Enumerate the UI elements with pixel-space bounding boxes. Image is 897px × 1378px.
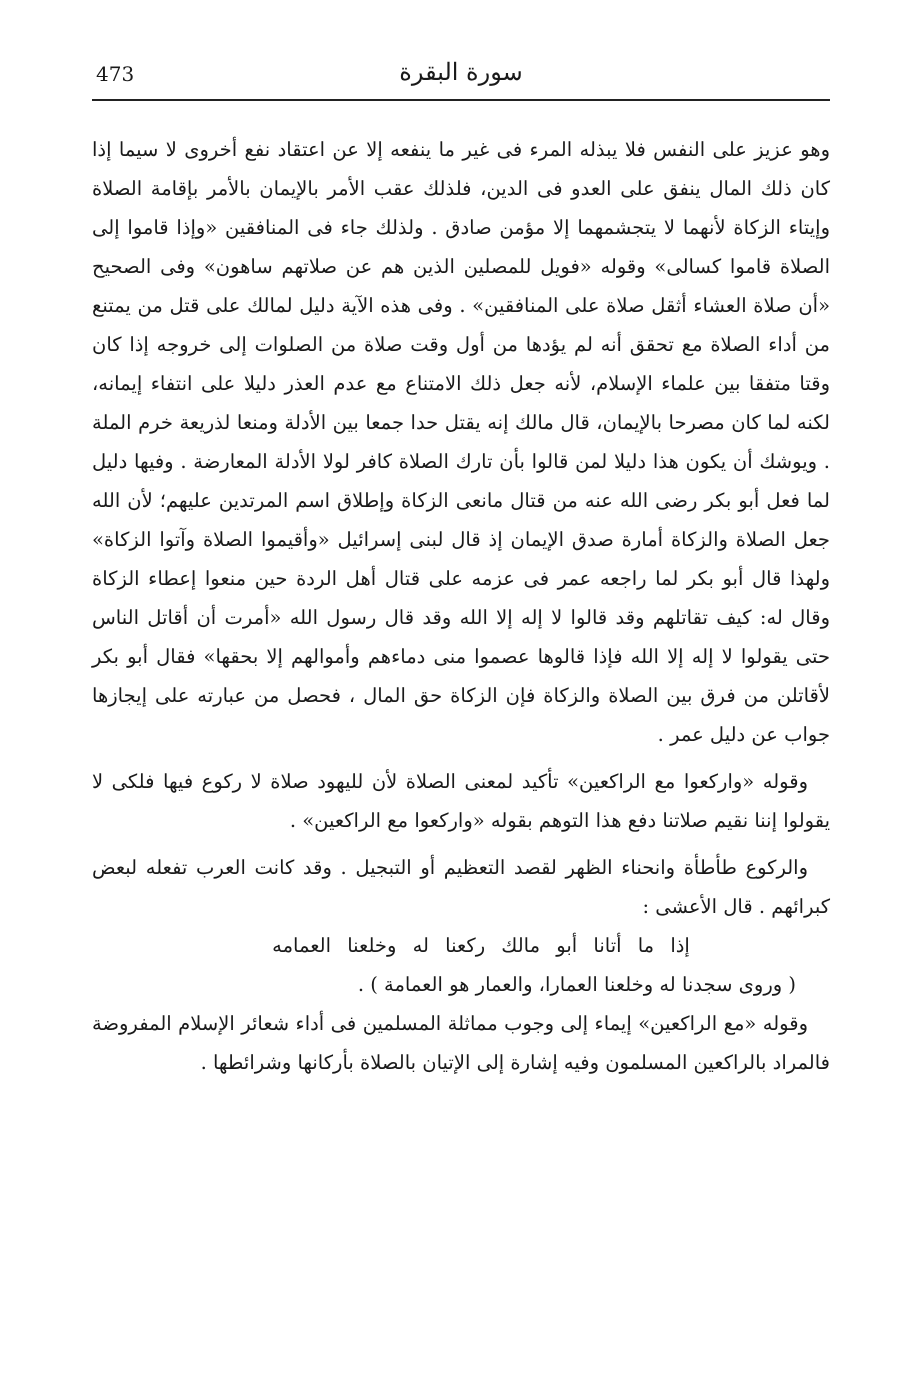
paragraph: والركوع طأطأة وانحناء الظهر لقصد التعظيم أو التبجيل . وقد كانت العرب تفعله لبعض كبرائهم . قال الأعشى :: [92, 856, 830, 918]
paragraph: وقوله «واركعوا مع الراكعين» تأكيد لمعنى الصلاة لأن لليهود صلاة لا ركوع فيها فلكى لا يقولوا إننا نقيم صلاتنا دفع هذا التوهم بقوله «واركعوا مع الراكعين» .: [92, 770, 830, 832]
paragraph: وقوله «مع الراكعين» إيماء إلى وجوب مماثلة المسلمين فى أداء شعائر الإسلام المفروضة فالمراد بالراكعين المسلمون وفيه إشارة إلى الإتيان بالصلاة بأركانها وشرائطها .: [92, 1012, 830, 1074]
page-header: [92, 52, 830, 96]
poetry-verse: إذا ما أتانا أبو مالك ركعنا له وخلعنا العمامه: [272, 934, 690, 957]
running-title: سورة البقرة: [399, 58, 523, 86]
verse-variant-note: ( وروى سجدنا له وخلعنا العمارا، والعمار هو العمامة ) .: [357, 973, 796, 996]
page-number: 473: [96, 62, 135, 86]
paragraph: وهو عزيز على النفس فلا يبذله المرء فى غير ما ينفعه إلا عن اعتقاد نفع أخروى لا سيما إذا كان ذلك المال ينفق على العدو فى الدين، فلذلك عقب الأمر بالإيمان بالأمر بإقامة الصلاة وإيتاء الزكاة لأنهما لا يتجشمهما إلا مؤمن صادق . ولذلك جاء فى المنافقين «وإذا قاموا إلى الصلاة قاموا كسالى» وقوله «فويل للمصلين الذين هم عن صلاتهم ساهون» وفى الصحيح «أن صلاة العشاء أثقل صلاة على المنافقين» . وفى هذه الآية دليل لمالك على قتل من يمتنع من أداء الصلاة مع تحقق أنه لم يؤدها من أول وقت صلاة من الصلوات إلى خروجه إذا كان وقتا متفقا بين علماء الإسلام، لأنه جعل ذلك الامتناع مع عدم العذر دليلا على انتفاء إيمانه، لكنه لما كان مصرحا بالإيمان، قال مالك إنه يقتل حدا جمعا بين الأدلة ومنعا لذريعة خرم الملة . ويوشك أن يكون هذا دليلا لمن قالوا بأن تارك الصلاة كافر لولا الأدلة المعارضة . وفيها دليل لما فعل أبو بكر رضى الله عنه من قتال مانعى الزكاة وإطلاق اسم المرتدين عليهم؛ لأن الله جعل الصلاة والزكاة أمارة صدق الإيمان إذ قال لبنى إسرائيل «وأقيموا الصلاة وآتوا الزكاة» ولهذا قال أبو بكر لما راجعه عمر فى عزمه على قتال أهل الردة حين منعوا إعطاء الزكاة وقال له: كيف تقاتلهم وقد قالوا لا إله إلا الله وقد قال رسول الله «أمرت أن أقاتل الناس حتى يقولوا لا إله إلا الله فإذا قالوها عصموا منى دماءهم وأموالهم إلا بحقها» فقال أبو بكر لأقاتلن من فرق بين الصلاة والزكاة فإن الزكاة حق المال ، فحصل من عبارته على إيجازها جواب عن دليل عمر .: [92, 138, 830, 746]
header-divider: [92, 99, 830, 101]
page-body: [92, 130, 830, 1082]
